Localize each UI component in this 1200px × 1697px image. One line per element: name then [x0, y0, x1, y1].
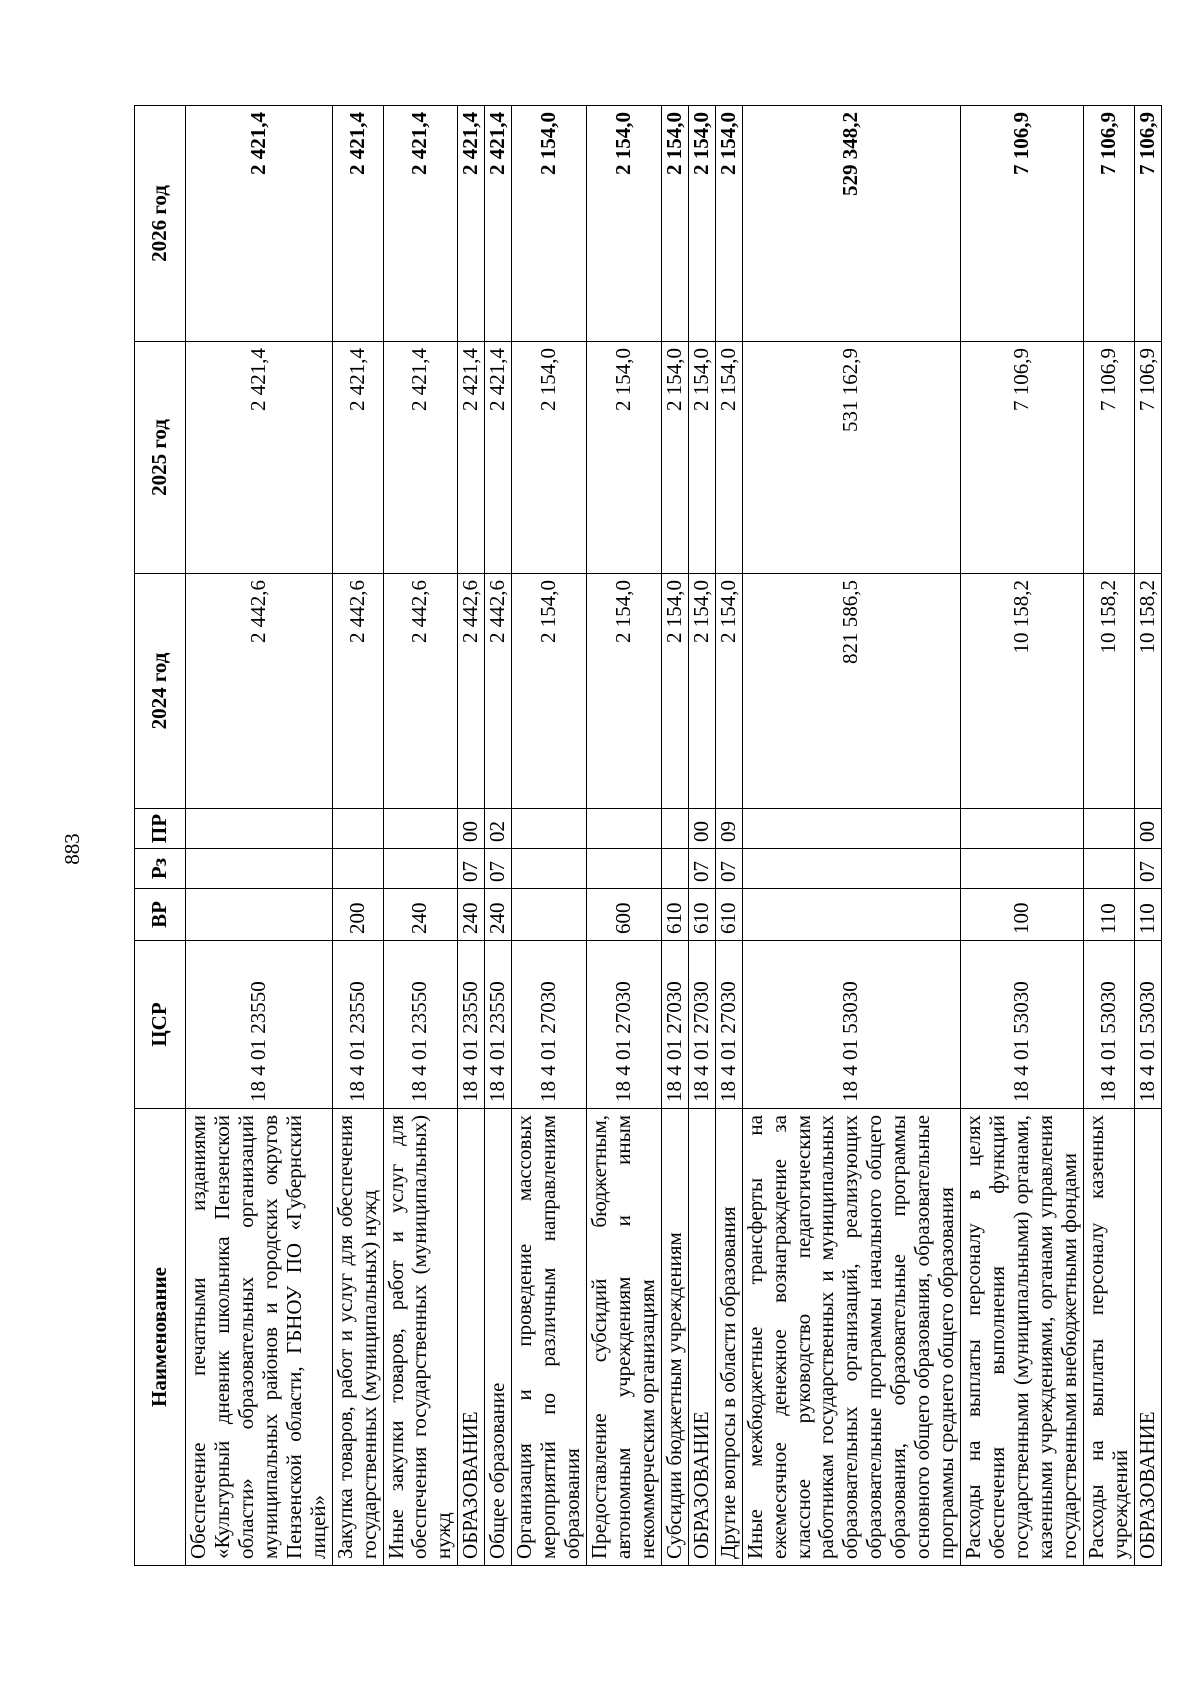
table-row	[186, 106, 333, 1566]
row-csr: 18 4 01 53030	[1134, 941, 1161, 1109]
row-2026: 2 421,4	[383, 106, 458, 342]
row-2025: 2 421,4	[383, 342, 458, 574]
row-vr: 610	[661, 889, 688, 941]
row-vr: 240	[485, 889, 512, 941]
row-2024: 10 158,2	[961, 574, 1084, 809]
row-rz	[383, 849, 458, 889]
row-2026: 2 421,4	[332, 106, 383, 342]
row-name: Субсидии бюджетным учреждениям	[661, 1109, 688, 1566]
row-rz	[1083, 849, 1134, 889]
header-rz: Рз	[135, 849, 186, 889]
row-2024: 2 442,6	[458, 574, 485, 809]
row-2024: 821 586,5	[742, 574, 960, 809]
row-vr	[186, 889, 333, 941]
row-vr: 610	[688, 889, 715, 941]
row-pr	[961, 809, 1084, 849]
row-pr: 09	[715, 809, 742, 849]
table-row	[383, 106, 458, 1566]
table-row	[587, 106, 662, 1566]
header-2026: 2026 год	[135, 106, 186, 342]
row-vr: 100	[961, 889, 1084, 941]
row-2025: 2 154,0	[715, 342, 742, 574]
page-number: 883	[60, 833, 84, 865]
row-csr: 18 4 01 23550	[186, 941, 333, 1109]
row-rz: 07	[485, 849, 512, 889]
header-name: Наименование	[135, 1109, 186, 1566]
row-2026: 2 421,4	[186, 106, 333, 342]
table-row	[661, 106, 688, 1566]
row-name: Закупка товаров, работ и услуг для обеспечения государственных (муниципальных) нужд	[332, 1109, 383, 1566]
row-rz	[512, 849, 587, 889]
row-rz: 07	[715, 849, 742, 889]
row-csr: 18 4 01 23550	[383, 941, 458, 1109]
row-2024: 2 154,0	[715, 574, 742, 809]
row-rz	[661, 849, 688, 889]
row-2026: 7 106,9	[1134, 106, 1161, 342]
table-row	[688, 106, 715, 1566]
row-name: Другие вопросы в области образования	[715, 1109, 742, 1566]
row-rz: 07	[1134, 849, 1161, 889]
row-2026: 2 154,0	[587, 106, 662, 342]
row-2026: 529 348,2	[742, 106, 960, 342]
row-pr: 00	[458, 809, 485, 849]
row-vr: 110	[1134, 889, 1161, 941]
row-rz	[587, 849, 662, 889]
row-2025: 7 106,9	[1134, 342, 1161, 574]
row-2025: 2 154,0	[688, 342, 715, 574]
header-2025: 2025 год	[135, 342, 186, 574]
row-rz	[186, 849, 333, 889]
row-2025: 2 421,4	[186, 342, 333, 574]
table-row	[961, 106, 1084, 1566]
row-vr	[512, 889, 587, 941]
budget-table	[134, 105, 1162, 1566]
row-vr: 600	[587, 889, 662, 941]
row-name: ОБРАЗОВАНИЕ	[458, 1109, 485, 1566]
row-vr: 200	[332, 889, 383, 941]
row-name: Расходы на выплаты персоналу казенных учреждений	[1083, 1109, 1134, 1566]
row-pr	[383, 809, 458, 849]
row-name: Иные закупки товаров, работ и услуг для обеспечения государственных (муниципальных) нужд	[383, 1109, 458, 1566]
row-2025: 7 106,9	[961, 342, 1084, 574]
row-csr: 18 4 01 23550	[332, 941, 383, 1109]
row-vr: 610	[715, 889, 742, 941]
row-2025: 531 162,9	[742, 342, 960, 574]
row-2026: 2 154,0	[661, 106, 688, 342]
row-rz	[332, 849, 383, 889]
row-pr	[742, 809, 960, 849]
row-name: Общее образование	[485, 1109, 512, 1566]
row-2024: 10 158,2	[1134, 574, 1161, 809]
table-row	[512, 106, 587, 1566]
row-name: Иные межбюджетные трансферты на ежемесячное денежное вознаграждение за классное руководство педагогическим работникам государственных и муниципальных образовательных организаций, реализующих образовательные программы начального общего образования, образовательные программы основного общего образования, образовательные программы среднего общего образования	[742, 1109, 960, 1566]
row-csr: 18 4 01 27030	[688, 941, 715, 1109]
row-2026: 2 421,4	[458, 106, 485, 342]
row-name: Организация и проведение массовых мероприятий по различным направлениям образования	[512, 1109, 587, 1566]
table-row	[742, 106, 960, 1566]
row-2024: 2 442,6	[332, 574, 383, 809]
row-2026: 7 106,9	[1083, 106, 1134, 342]
header-vr: ВР	[135, 889, 186, 941]
row-csr: 18 4 01 23550	[458, 941, 485, 1109]
row-csr: 18 4 01 53030	[742, 941, 960, 1109]
header-2024: 2024 год	[135, 574, 186, 809]
table-row	[458, 106, 485, 1566]
row-rz: 07	[458, 849, 485, 889]
row-pr	[186, 809, 333, 849]
row-pr	[332, 809, 383, 849]
row-2024: 2 442,6	[485, 574, 512, 809]
row-2024: 2 442,6	[383, 574, 458, 809]
row-2024: 2 154,0	[587, 574, 662, 809]
table-header-row	[135, 106, 186, 1566]
row-pr	[512, 809, 587, 849]
row-vr: 240	[458, 889, 485, 941]
row-rz	[742, 849, 960, 889]
row-2024: 2 154,0	[512, 574, 587, 809]
row-vr	[742, 889, 960, 941]
row-name: Обеспечение печатными изданиями «Культурный дневник школьника Пензенской области» образовательных организаций муниципальных районов и городских округов Пензенской области, ГБНОУ ПО «Губернский лицей»	[186, 1109, 333, 1566]
row-vr: 240	[383, 889, 458, 941]
row-pr: 00	[688, 809, 715, 849]
row-pr	[587, 809, 662, 849]
row-csr: 18 4 01 27030	[715, 941, 742, 1109]
row-2025: 2 154,0	[661, 342, 688, 574]
row-csr: 18 4 01 27030	[512, 941, 587, 1109]
header-pr: ПР	[135, 809, 186, 849]
row-name: ОБРАЗОВАНИЕ	[688, 1109, 715, 1566]
row-csr: 18 4 01 27030	[661, 941, 688, 1109]
row-2024: 2 154,0	[661, 574, 688, 809]
row-name: Расходы на выплаты персоналу в целях обеспечения выполнения функций государственными (муниципальными) органами, казенными учреждениями, органами управления государственными внебюджетными фондами	[961, 1109, 1084, 1566]
row-csr: 18 4 01 53030	[1083, 941, 1134, 1109]
row-2025: 7 106,9	[1083, 342, 1134, 574]
row-csr: 18 4 01 53030	[961, 941, 1084, 1109]
header-csr: ЦСР	[135, 941, 186, 1109]
row-2024: 2 442,6	[186, 574, 333, 809]
row-rz	[961, 849, 1084, 889]
row-csr: 18 4 01 27030	[587, 941, 662, 1109]
row-2025: 2 421,4	[458, 342, 485, 574]
table-row	[1083, 106, 1134, 1566]
row-2026: 2 421,4	[485, 106, 512, 342]
row-name: ОБРАЗОВАНИЕ	[1134, 1109, 1161, 1566]
row-pr	[1083, 809, 1134, 849]
row-name: Предоставление субсидий бюджетным, автономным учреждениям и иным некоммерческим организациям	[587, 1109, 662, 1566]
table-row	[332, 106, 383, 1566]
row-csr: 18 4 01 23550	[485, 941, 512, 1109]
row-2025: 2 154,0	[587, 342, 662, 574]
row-2026: 2 154,0	[512, 106, 587, 342]
row-2026: 7 106,9	[961, 106, 1084, 342]
row-2025: 2 154,0	[512, 342, 587, 574]
table-row	[1134, 106, 1161, 1566]
row-2026: 2 154,0	[715, 106, 742, 342]
row-rz: 07	[688, 849, 715, 889]
row-2024: 10 158,2	[1083, 574, 1134, 809]
row-2025: 2 421,4	[485, 342, 512, 574]
row-vr: 110	[1083, 889, 1134, 941]
row-pr: 02	[485, 809, 512, 849]
rotated-table-container	[134, 106, 1159, 1566]
row-2026: 2 154,0	[688, 106, 715, 342]
row-pr: 00	[1134, 809, 1161, 849]
table-row	[715, 106, 742, 1566]
row-2024: 2 154,0	[688, 574, 715, 809]
table-row	[485, 106, 512, 1566]
row-pr	[661, 809, 688, 849]
row-2025: 2 421,4	[332, 342, 383, 574]
